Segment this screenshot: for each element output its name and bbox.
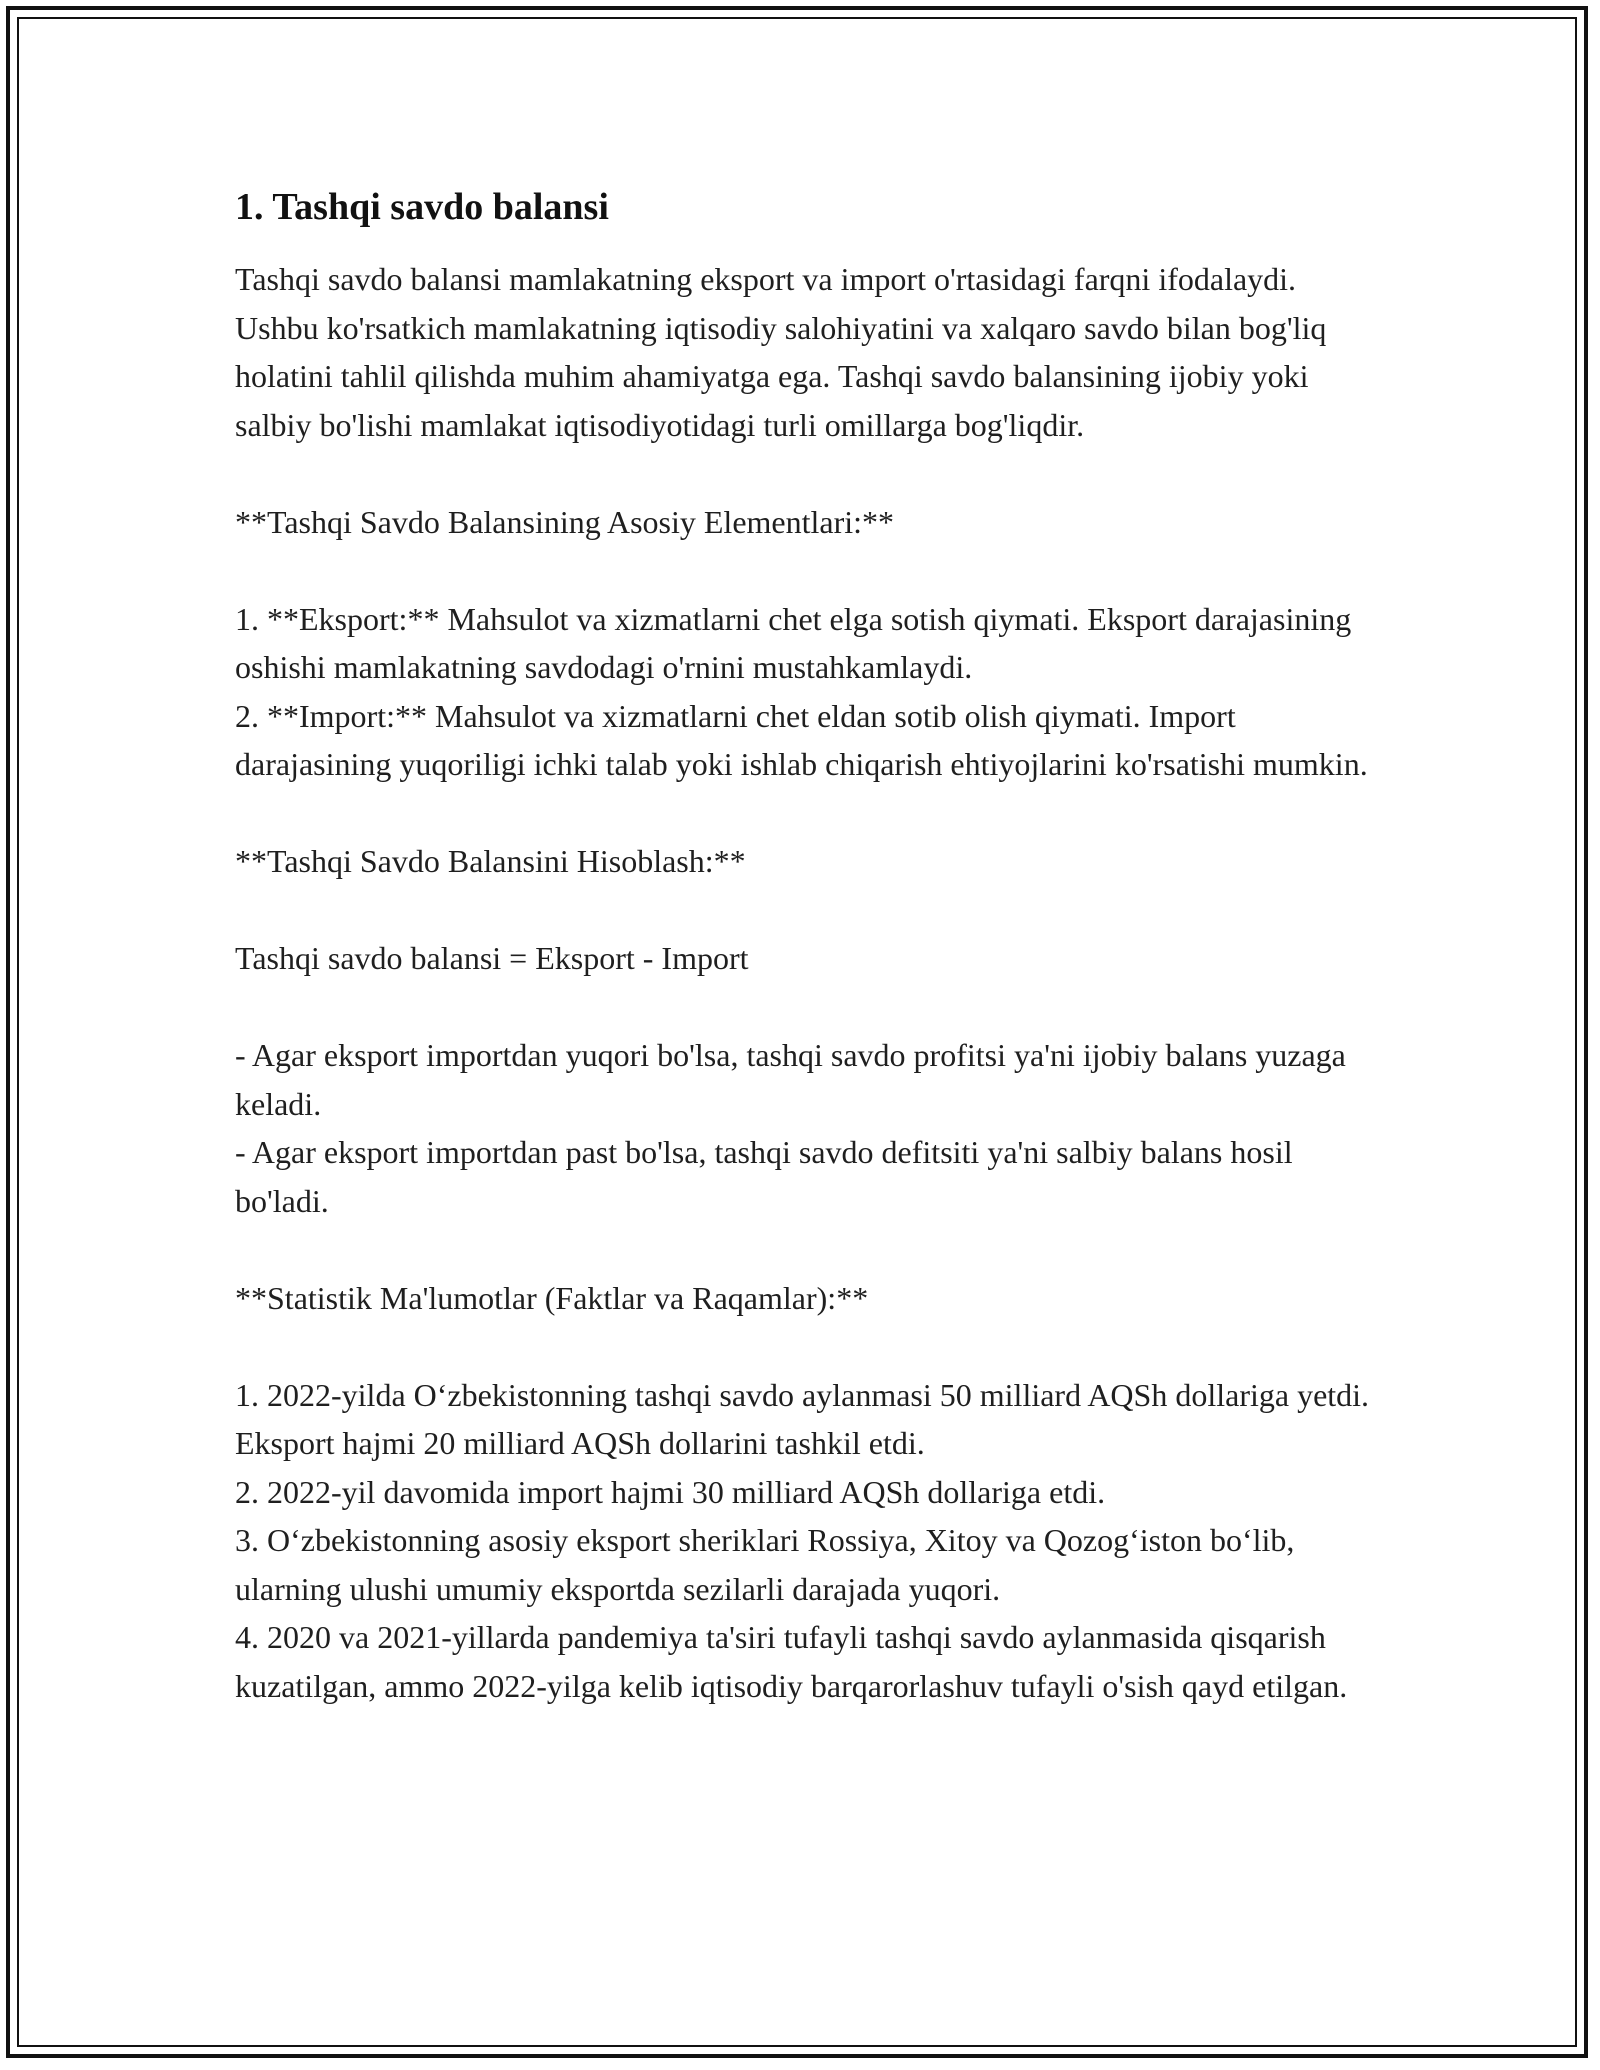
spacer bbox=[235, 983, 1385, 1032]
section-heading: 1. Tashqi savdo balansi bbox=[235, 186, 609, 228]
element-item-import: 2. **Import:** Mahsulot va xizmatlarni chet eldan sotib olish qiymati. Import darajasining yuqoriligi ichki talab yoki ishlab chiqarish ehtiyojlarini ko'rsatishi mumkin. bbox=[235, 697, 1368, 782]
element-item-export: 1. **Eksport:** Mahsulot va xizmatlarni chet elga sotish qiymati. Eksport darajasining oshishi mamlakatning savdodagi o'rnini mustahkamlaydi. bbox=[235, 600, 1352, 685]
stat-item-2: 2. 2022-yil davomida import hajmi 30 milliard AQSh dollariga etdi. bbox=[235, 1473, 1106, 1510]
elements-heading: **Tashqi Savdo Balansining Asosiy Elementlari:** bbox=[235, 503, 895, 540]
case-deficit: - Agar eksport importdan past bo'lsa, tashqi savdo defitsiti ya'ni salbiy balans hosil bo'ladi. bbox=[235, 1134, 1293, 1219]
spacer bbox=[235, 1225, 1385, 1274]
spacer bbox=[235, 449, 1385, 498]
calc-heading: **Tashqi Savdo Balansini Hisoblash:** bbox=[235, 843, 746, 879]
spacer bbox=[235, 886, 1385, 935]
spacer bbox=[235, 1322, 1385, 1371]
stat-item-3: 3. O‘zbekistonning asosiy eksport sheriklari Rossiya, Xitoy va Qozog‘iston bo‘lib, ularning ulushi umumiy eksportda sezilarli darajada yuqori. bbox=[235, 1522, 1295, 1607]
spacer bbox=[235, 789, 1385, 838]
intro-paragraph: Tashqi savdo balansi mamlakatning eksport va import o'rtasidagi farqni ifodalaydi. Ushbu ko'rsatkich mamlakatning iqtisodiy salohiyatini va xalqaro savdo bilan bog'liq holatini tahlil qilishda muhim ahamiyatga ega. Tashqi savdo balansining ijobiy yoki salbiy bo'lishi mamlakat iqtisodiyotidagi turli omillarga bog'liqdir. bbox=[235, 261, 1327, 443]
case-surplus: - Agar eksport importdan yuqori bo'lsa, tashqi savdo profitsi ya'ni ijobiy balans yuzaga keladi. bbox=[235, 1037, 1346, 1122]
stat-item-4: 4. 2020 va 2021-yillarda pandemiya ta'siri tufayli tashqi savdo aylanmasida qisqarish kuzatilgan, ammo 2022-yilga kelib iqtisodiy barqarorlashuv tufayli o'sish qayd etilgan. bbox=[235, 1619, 1348, 1704]
spacer bbox=[235, 546, 1385, 595]
stat-item-1: 1. 2022-yilda O‘zbekistonning tashqi savdo aylanmasi 50 milliard AQSh dollariga yetdi. Eksport hajmi 20 milliard AQSh dollarini tashkil etdi. bbox=[235, 1376, 1370, 1461]
document-body bbox=[235, 185, 1385, 1710]
stats-heading: **Statistik Ma'lumotlar (Faktlar va Raqamlar):** bbox=[235, 1279, 869, 1316]
formula: Tashqi savdo balansi = Eksport - Import bbox=[235, 940, 749, 976]
